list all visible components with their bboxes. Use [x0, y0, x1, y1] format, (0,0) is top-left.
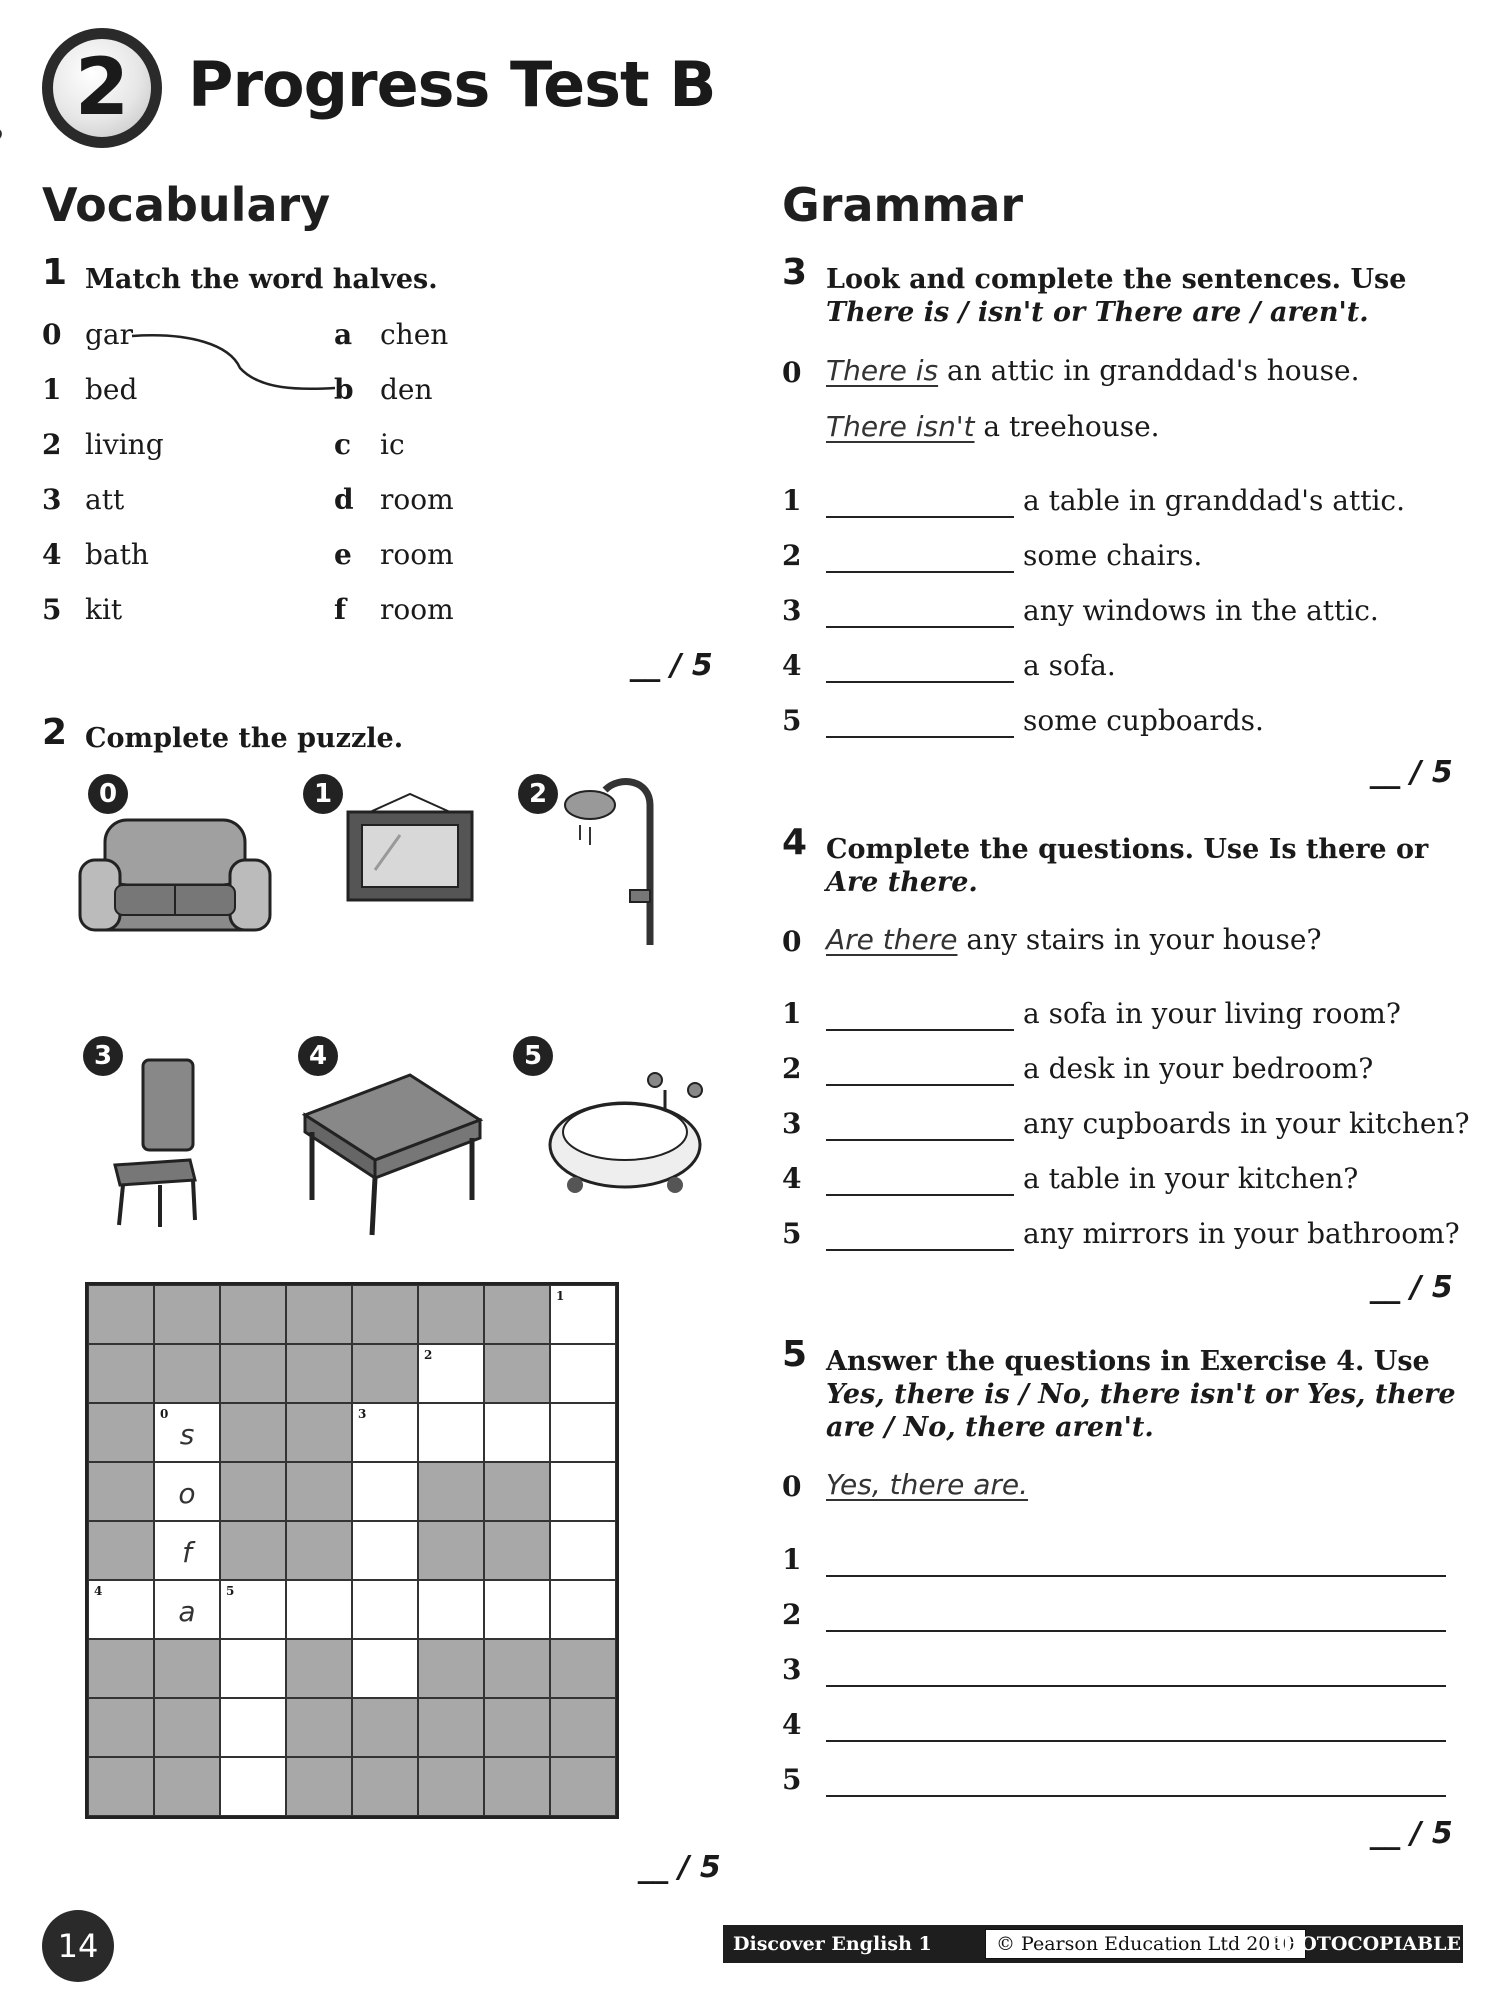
crossword-cell[interactable]	[550, 1462, 616, 1521]
crossword-clue-number: 3	[358, 1407, 367, 1421]
crossword-letter: a	[178, 1595, 196, 1628]
ex3-items-num-3: 4	[782, 649, 802, 682]
crossword-block	[352, 1698, 418, 1757]
match-left-num-5: 5	[42, 593, 62, 626]
crossword-letter: o	[178, 1477, 196, 1510]
match-line-example	[130, 330, 340, 400]
crossword-block	[550, 1639, 616, 1698]
ex4-items-answer-blank-3[interactable]	[826, 1164, 1014, 1196]
crossword-cell[interactable]	[286, 1580, 352, 1639]
crossword-block	[484, 1462, 550, 1521]
match-right-letter-1: b	[334, 373, 354, 406]
match-left-num-3: 3	[42, 483, 62, 516]
match-right-word-3: room	[380, 483, 454, 516]
crossword-cell[interactable]	[418, 1403, 484, 1462]
exercise-5-instruction-a: Answer the questions in Exercise 4. Use	[826, 1346, 1430, 1377]
ex5-num-4: 5	[782, 1763, 802, 1796]
crossword-block	[286, 1462, 352, 1521]
exercise-3-score[interactable]: __ / 5	[1370, 755, 1453, 790]
shower-icon	[550, 775, 670, 950]
crossword-block	[154, 1757, 220, 1816]
crossword-cell[interactable]	[154, 1580, 220, 1639]
crossword-block	[88, 1403, 154, 1462]
crossword-block	[154, 1698, 220, 1757]
ex4-items-text-1: a desk in your bedroom?	[1023, 1052, 1374, 1085]
crossword-block	[220, 1344, 286, 1403]
crossword-cell[interactable]	[550, 1344, 616, 1403]
ex3-items-answer-blank-2[interactable]	[826, 596, 1014, 628]
ex3-items-text-2: any windows in the attic.	[1023, 594, 1379, 627]
crossword-clue-number: 4	[94, 1584, 103, 1598]
match-left-num-2: 2	[42, 428, 62, 461]
crossword-block	[154, 1285, 220, 1344]
crossword-cell[interactable]	[550, 1580, 616, 1639]
crossword-cell[interactable]	[352, 1462, 418, 1521]
ex4-items-answer-blank-0[interactable]	[826, 999, 1014, 1031]
crossword-block	[88, 1285, 154, 1344]
crossword-block	[418, 1285, 484, 1344]
crossword-block	[88, 1462, 154, 1521]
crossword-cell[interactable]	[352, 1639, 418, 1698]
exercise-1-instruction: Match the word halves.	[85, 264, 438, 295]
match-left-num-1: 1	[42, 373, 62, 406]
table-icon	[300, 1060, 485, 1240]
crossword-letter: f	[182, 1536, 192, 1569]
exercise-2-score[interactable]: __ / 5	[638, 1850, 721, 1885]
crossword-block	[352, 1757, 418, 1816]
exercise-4-example-answer: Are there	[826, 923, 958, 956]
exercise-1-number: 1	[42, 252, 68, 293]
ex5-num-0: 1	[782, 1543, 802, 1576]
match-left-num-4: 4	[42, 538, 62, 571]
exercise-2-instruction: Complete the puzzle.	[85, 723, 404, 754]
match-left-word-5: kit	[85, 593, 123, 626]
unit-number: 2	[74, 43, 130, 133]
match-right-letter-4: e	[334, 538, 352, 571]
crossword-cell[interactable]	[418, 1344, 484, 1403]
exercise-3-instruction-b: There is / isn't or There are / aren't.	[826, 297, 1369, 328]
crossword-block	[286, 1521, 352, 1580]
match-left-word-0: gar	[85, 318, 134, 351]
ex3-items-text-4: some cupboards.	[1023, 704, 1264, 737]
ex4-items-num-0: 1	[782, 997, 802, 1030]
crossword-cell[interactable]	[220, 1757, 286, 1816]
exercise-5-example-answer: Yes, there are.	[826, 1468, 1029, 1501]
crossword-block	[88, 1344, 154, 1403]
crossword-cell[interactable]	[550, 1403, 616, 1462]
match-right-letter-2: c	[334, 428, 352, 461]
crossword-clue-number: 0	[160, 1407, 169, 1421]
grammar-heading: Grammar	[782, 178, 1024, 232]
footer-bar	[723, 1925, 1463, 1963]
crossword-block	[286, 1639, 352, 1698]
crossword-cell[interactable]	[550, 1521, 616, 1580]
ex3-items-num-0: 1	[782, 484, 802, 517]
ex5-num-2: 3	[782, 1653, 802, 1686]
ex3-items-answer-blank-3[interactable]	[826, 651, 1014, 683]
ex3-items-num-2: 3	[782, 594, 802, 627]
exercise-1-score[interactable]: __ / 5	[630, 648, 713, 683]
ex5-num-1: 2	[782, 1598, 802, 1631]
crossword-cell[interactable]	[154, 1521, 220, 1580]
ex5-answer-line-0[interactable]	[826, 1545, 1446, 1577]
crossword-block	[220, 1462, 286, 1521]
match-right-letter-0: a	[334, 318, 353, 351]
exercise-3-example-text-1: an attic in granddad's house.	[938, 354, 1360, 387]
exercise-4-number: 4	[782, 822, 808, 863]
ex3-items-text-1: some chairs.	[1023, 539, 1203, 572]
crossword-block	[88, 1521, 154, 1580]
crossword-block	[286, 1344, 352, 1403]
ex3-items-num-4: 5	[782, 704, 802, 737]
ex4-items-text-4: any mirrors in your bathroom?	[1023, 1217, 1460, 1250]
footer-copyright: © Pearson Education Ltd 2010	[985, 1929, 1306, 1959]
ex3-items-num-1: 2	[782, 539, 802, 572]
crossword-block	[484, 1521, 550, 1580]
crossword-block	[550, 1757, 616, 1816]
ex5-answer-line-2[interactable]	[826, 1655, 1446, 1687]
crossword-grid	[85, 1282, 619, 1819]
ex3-items-text-0: a table in granddad's attic.	[1023, 484, 1405, 517]
exercise-5-example-num: 0	[782, 1470, 802, 1503]
picture-number-5: 5	[513, 1036, 553, 1076]
mirror-icon	[340, 790, 480, 905]
crossword-cell[interactable]	[220, 1698, 286, 1757]
exercise-3-example-line-2	[826, 410, 1160, 443]
ex4-items-text-0: a sofa in your living room?	[1023, 997, 1401, 1030]
match-right-letter-3: d	[334, 483, 354, 516]
picture-number-1: 1	[303, 774, 343, 814]
exercise-5-number: 5	[782, 1334, 808, 1375]
magnifier-handle-icon	[0, 123, 4, 226]
ex4-items-answer-blank-2[interactable]	[826, 1109, 1014, 1141]
ex3-items-answer-blank-1[interactable]	[826, 541, 1014, 573]
exercise-3-instruction-a: Look and complete the sentences. Use	[826, 264, 1407, 295]
ex4-items-num-3: 4	[782, 1162, 802, 1195]
crossword-cell[interactable]	[484, 1580, 550, 1639]
exercise-3-example-num: 0	[782, 356, 802, 389]
match-left-word-1: bed	[85, 373, 138, 406]
crossword-block	[418, 1521, 484, 1580]
crossword-block	[286, 1285, 352, 1344]
exercise-4-example-line	[826, 923, 1322, 956]
exercise-4-example-text: any stairs in your house?	[957, 923, 1322, 956]
ex5-num-3: 4	[782, 1708, 802, 1741]
crossword-block	[154, 1639, 220, 1698]
crossword-block	[418, 1462, 484, 1521]
crossword-letter: s	[179, 1418, 195, 1451]
match-right-letter-5: f	[334, 593, 347, 626]
sofa-icon	[75, 805, 275, 940]
crossword-block	[484, 1639, 550, 1698]
crossword-block	[286, 1698, 352, 1757]
crossword-block	[220, 1285, 286, 1344]
crossword-block	[88, 1639, 154, 1698]
ex3-items-answer-blank-0[interactable]	[826, 486, 1014, 518]
match-left-word-4: bath	[85, 538, 149, 571]
match-left-word-2: living	[85, 428, 164, 461]
ex5-answer-line-3[interactable]	[826, 1710, 1446, 1742]
match-right-word-5: room	[380, 593, 454, 626]
picture-number-2: 2	[518, 774, 558, 814]
crossword-block	[352, 1344, 418, 1403]
ex4-items-num-2: 3	[782, 1107, 802, 1140]
crossword-clue-number: 5	[226, 1584, 235, 1598]
crossword-cell[interactable]	[154, 1403, 220, 1462]
ex4-items-text-3: a table in your kitchen?	[1023, 1162, 1359, 1195]
exercise-5-instruction-b: Yes, there is / No, there isn't or Yes, there	[826, 1379, 1456, 1410]
ex5-answer-line-4[interactable]	[826, 1765, 1446, 1797]
picture-number-0: 0	[88, 774, 128, 814]
crossword-block	[550, 1698, 616, 1757]
crossword-cell[interactable]	[220, 1580, 286, 1639]
crossword-clue-number: 2	[424, 1348, 433, 1362]
ex5-answer-line-1[interactable]	[826, 1600, 1446, 1632]
ex4-items-num-1: 2	[782, 1052, 802, 1085]
ex4-items-text-2: any cupboards in your kitchen?	[1023, 1107, 1470, 1140]
crossword-block	[484, 1285, 550, 1344]
exercise-3-example-line-1	[826, 354, 1359, 387]
exercise-5-instruction-c: are / No, there aren't.	[826, 1412, 1154, 1443]
match-left-num-0: 0	[42, 318, 62, 351]
crossword-cell[interactable]	[352, 1403, 418, 1462]
crossword-block	[286, 1403, 352, 1462]
crossword-block	[352, 1285, 418, 1344]
crossword-block	[484, 1698, 550, 1757]
exercise-3-example-answer-1: There is	[826, 354, 939, 387]
crossword-block	[484, 1344, 550, 1403]
crossword-cell[interactable]	[352, 1580, 418, 1639]
crossword-block	[154, 1344, 220, 1403]
crossword-block	[418, 1698, 484, 1757]
exercise-2-number: 2	[42, 712, 68, 753]
crossword-cell[interactable]	[550, 1285, 616, 1344]
vocabulary-heading: Vocabulary	[42, 178, 331, 232]
exercise-4-instruction-a: Complete the questions. Use Is there or	[826, 834, 1429, 865]
footer-photocopiable: PHOTOCOPIABLE	[1268, 1933, 1461, 1955]
crossword-cell[interactable]	[220, 1639, 286, 1698]
picture-number-4: 4	[298, 1036, 338, 1076]
crossword-cell[interactable]	[484, 1403, 550, 1462]
exercise-3-example-text-2: a treehouse.	[974, 410, 1160, 443]
crossword-block	[418, 1639, 484, 1698]
crossword-block	[220, 1521, 286, 1580]
match-left-word-3: att	[85, 483, 125, 516]
exercise-3-number: 3	[782, 252, 808, 293]
match-right-word-1: den	[380, 373, 433, 406]
exercise-4-score[interactable]: __ / 5	[1370, 1270, 1453, 1305]
crossword-cell[interactable]	[352, 1521, 418, 1580]
crossword-cell[interactable]	[154, 1462, 220, 1521]
page-title: Progress Test B	[188, 48, 716, 121]
crossword-clue-number: 1	[556, 1289, 565, 1303]
ex3-items-answer-blank-4[interactable]	[826, 706, 1014, 738]
ex4-items-answer-blank-1[interactable]	[826, 1054, 1014, 1086]
exercise-5-score[interactable]: __ / 5	[1370, 1816, 1453, 1851]
match-right-word-4: room	[380, 538, 454, 571]
crossword-cell[interactable]	[418, 1580, 484, 1639]
crossword-block	[418, 1757, 484, 1816]
bath-icon	[545, 1050, 715, 1200]
ex4-items-num-4: 5	[782, 1217, 802, 1250]
page-number: 14	[42, 1910, 114, 1982]
exercise-4-instruction-b: Are there.	[826, 867, 978, 898]
crossword-block	[220, 1403, 286, 1462]
crossword-block	[484, 1757, 550, 1816]
crossword-cell[interactable]	[88, 1580, 154, 1639]
exercise-3-example-answer-2: There isn't	[826, 410, 975, 443]
match-right-word-2: ic	[380, 428, 405, 461]
crossword-block	[88, 1698, 154, 1757]
crossword-block	[286, 1757, 352, 1816]
ex3-items-text-3: a sofa.	[1023, 649, 1116, 682]
ex4-items-answer-blank-4[interactable]	[826, 1219, 1014, 1251]
footer-book: Discover English 1	[733, 1933, 932, 1955]
chair-icon	[105, 1055, 205, 1230]
match-right-word-0: chen	[380, 318, 449, 351]
picture-number-3: 3	[83, 1036, 123, 1076]
crossword-block	[88, 1757, 154, 1816]
exercise-4-example-num: 0	[782, 925, 802, 958]
